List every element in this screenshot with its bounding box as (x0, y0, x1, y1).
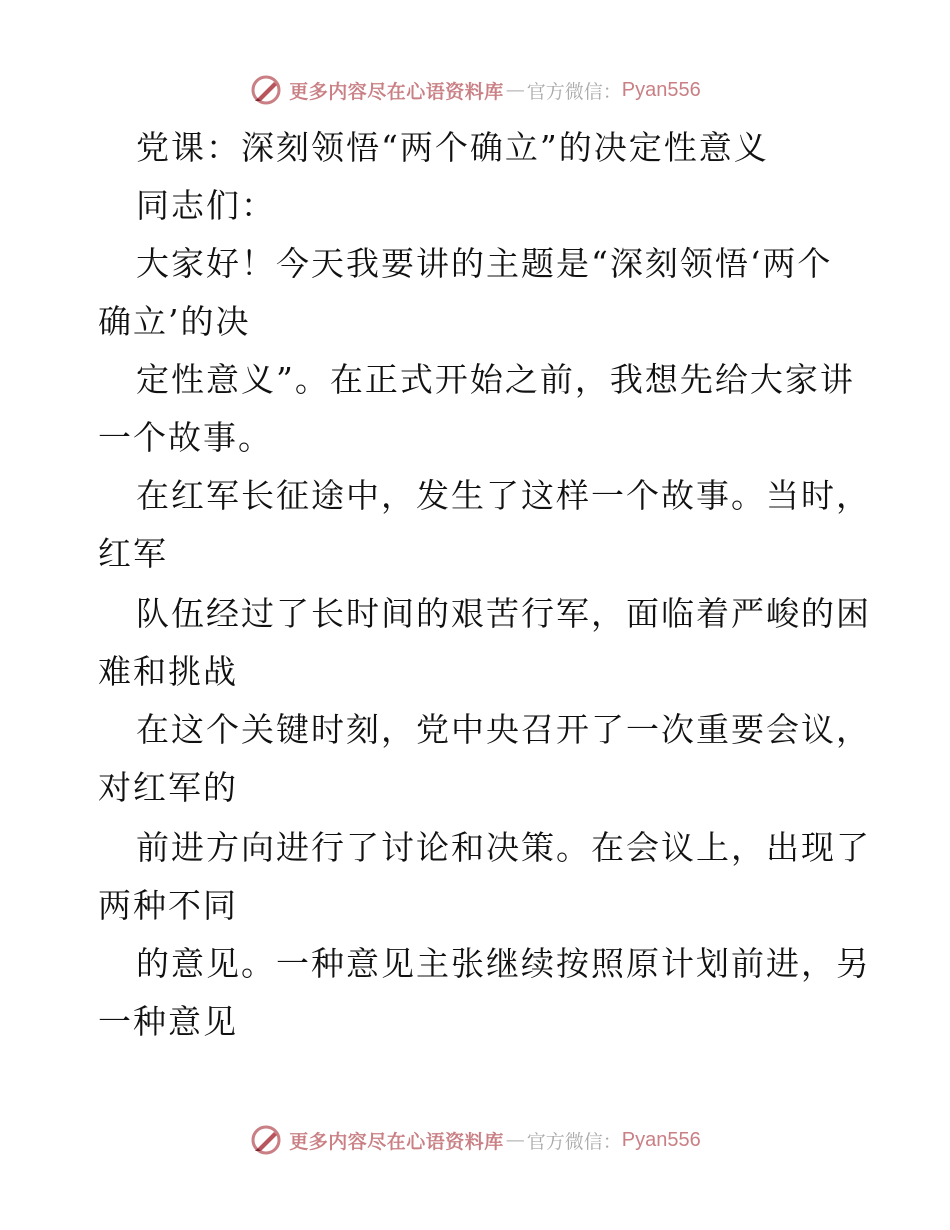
document-title: 党课：深刻领悟“两个确立”的决定性意义 (136, 128, 769, 167)
watermark-text: 更多内容尽在心语资料库 (289, 1130, 504, 1153)
watermark-dash: — (505, 79, 525, 101)
paragraph-line: 一个故事。 (98, 418, 273, 457)
paragraph-line: 在红军长征途中，发生了这样一个故事。当时， (136, 476, 871, 515)
paragraph-line: 红军 (98, 534, 168, 573)
paragraph-line: 对红军的 (98, 768, 238, 807)
paragraph-line: 大家好！今天我要讲的主题是“深刻领悟‘两个 (136, 244, 833, 283)
watermark-wechat-id: Pyan556 (621, 78, 701, 101)
watermark-wechat-label: 官方微信： (526, 80, 622, 103)
pen-logo-icon (249, 73, 283, 107)
paragraph-line: 前进方向进行了讨论和决策。在会议上，出现了 (136, 828, 871, 867)
paragraph-line: 的意见。一种意见主张继续按照原计划前进，另 (136, 944, 871, 983)
footer-watermark (0, 1118, 950, 1162)
paragraph-line: 定性意义”。在正式开始之前，我想先给大家讲 (136, 360, 855, 399)
paragraph-line: 两种不同 (98, 886, 238, 925)
paragraph-line: 队伍经过了长时间的艰苦行军，面临着严峻的困 (136, 594, 871, 633)
watermark-wechat-id: Pyan556 (621, 1128, 701, 1151)
watermark-wechat-label: 官方微信： (526, 1130, 622, 1153)
salutation: 同志们： (136, 186, 276, 225)
watermark-text: 更多内容尽在心语资料库 (289, 80, 504, 103)
pen-logo-icon (249, 1123, 283, 1157)
paragraph-line: 确立’的决 (98, 302, 251, 341)
paragraph-line: 一种意见 (98, 1002, 238, 1041)
paragraph-line: 在这个关键时刻，党中央召开了一次重要会议， (136, 710, 871, 749)
paragraph-line: 难和挑战 (98, 652, 238, 691)
header-watermark (0, 68, 950, 112)
watermark-dash: — (505, 1129, 525, 1151)
